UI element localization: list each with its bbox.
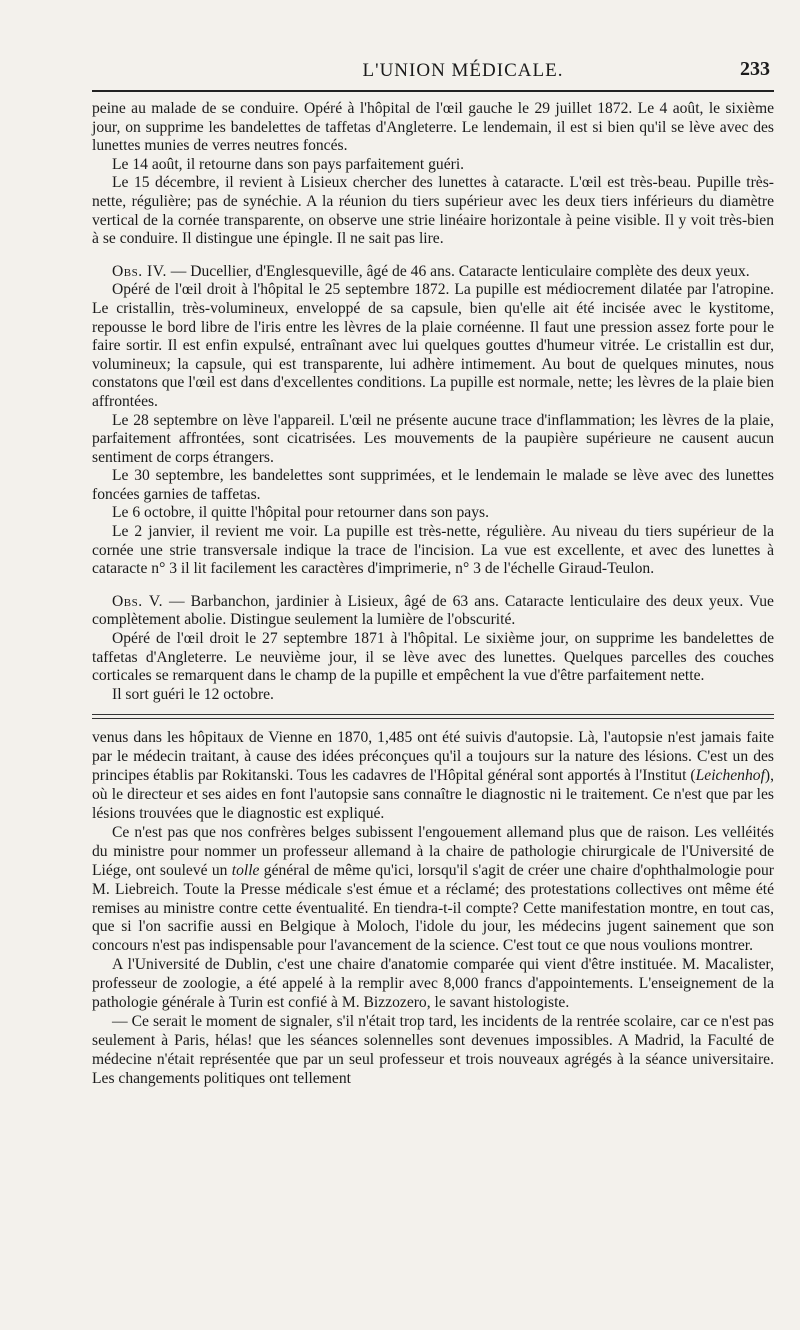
paragraph: Le 6 octobre, il quitte l'hôpital pour retourner dans son pays.	[112, 504, 489, 522]
paragraph: Le 15 décembre, il revient à Lisieux chercher des lunettes à cataracte. L'œil est très-beau. Pupille très-nette, régulière; pas de synéchie. A la réunion du tiers supérieur avec les deux tiers inférieurs du diamètre vertical de la cornée transparente, on observe une strie linéaire horizontale à peine visible. Il y voit très-bien à se conduire. Il distingue une épingle. Il ne sait pas lire.	[92, 174, 774, 248]
paragraph: peine au malade de se conduire. Opéré à l'hôpital de l'œil gauche le 29 juillet 1872. Le 4 août, le sixième jour, on supprime les bandelettes de taffetas d'Angleterre. Le lendemain, il est si bien qu'il se lève avec des lunettes munies de verres neutres foncés.	[92, 100, 774, 155]
paragraph: Opéré de l'œil droit le 27 septembre 1871 à l'hôpital. Le sixième jour, on supprime les bandelettes de taffetas d'Angleterre. Le neuvième jour, il se lève avec des lunettes. Quelques parcelles des couches corticales se remarquent dans le champ de la pupille et empêchent la vue d'être parfaitement nette.	[92, 630, 774, 685]
observation-heading	[92, 263, 774, 282]
header-rule	[92, 90, 774, 92]
paragraph: Le 28 septembre on lève l'appareil. L'œil ne présente aucune trace d'inflammation; les lèvres de la plaie, parfaitement affrontées, sont cicatrisées. Les mouvements de la paupière supérieure ne causent aucun sentiment de corps étrangers.	[92, 411, 774, 466]
page-header	[92, 0, 774, 92]
paragraph: — Ce serait le moment de signaler, s'il n'était trop tard, les incidents de la rentrée scolaire, car ce n'est pas seulement à Paris, hélas! que les séances solennelles sont devenues impossibles. A Madrid, la Faculté de médecine n'était représentée que par un seul professeur et trois nouveaux agrégés à la séance universitaire. Les changements politiques ont tellement	[92, 1013, 774, 1087]
text-run: venus dans les hôpitaux de Vienne en 1870, 1,485 ont été suivis d'autopsie. Là, l'autopsie n'est jamais faite par le médecin traitant, à cause des idées préconçues qu'il a toujours sur la nature des lésions. C'est un des principes établis par Rokitanski. Tous les cadavres de l'Hôpital général sont apportés à l'Institut (	[92, 729, 774, 785]
observation-label: Obs. V.	[112, 592, 163, 610]
running-title: L'UNION MÉDICALE.	[362, 60, 564, 81]
italic-term: Leichenhof	[695, 767, 765, 785]
section-separator	[92, 714, 774, 719]
observation-intro: — Barbanchon, jardinier à Lisieux, âgé de 63 ans. Cataracte lenticulaire des deux yeux. Vue complètement abolie. Distingue seulement la lumière de l'obscurité.	[92, 592, 774, 629]
italic-term: tolle	[231, 861, 260, 879]
text-run: général de même qu'ici, lorsqu'il s'agit de créer une chaire d'ophthalmologie pour M. Liebreich. Toute la Presse médicale s'est émue et a réclamé; des protestations collectives ont même été remises au ministre contre cette éventualité. En tiendra-t-il compte? Cette manifestation montre, en tout cas, que si l'on sacrifie aussi en Belgique à Moloch, l'idole du jour, les médecins jugent sainement que son concours n'est pas indispensable pour l'avancement de la science. C'est tout ce que nous voulions montrer.	[92, 861, 774, 955]
text-run: Ce n'est pas que nos confrères belges subissent l'engouement allemand plus que de raison. Les velléités du ministre pour nommer un professeur allemand à la chaire de pathologie chirurgicale de l'Université de Liége, ont soulevé un	[92, 823, 774, 879]
feuilleton-text	[92, 729, 774, 1088]
observation-intro: — Ducellier, d'Englesqueville, âgé de 46 ans. Cataracte lenticulaire complète des deux yeux.	[166, 262, 750, 280]
paragraph: Le 30 septembre, les bandelettes sont supprimées, et le lendemain le malade se lève avec des lunettes foncées garnies de taffetas.	[92, 467, 774, 503]
page-number: 233	[740, 58, 770, 80]
text-run: ), où le directeur et ses aides en font l'autopsie sans connaître le diagnostic ni le traitement. Ce n'est que par les lésions trouvées que le diagnostic est expliqué.	[92, 767, 774, 823]
paragraph: A l'Université de Dublin, c'est une chaire d'anatomie comparée qui vient d'être instituée. M. Macalister, professeur de zoologie, a été appelé à la remplir avec 8,000 francs d'appointements. L'enseignement de la pathologie générale à Turin est confié à M. Bizzozero, le savant histologiste.	[92, 956, 774, 1012]
paragraph	[92, 729, 774, 824]
paragraph: Opéré de l'œil droit à l'hôpital le 25 septembre 1872. La pupille est médiocrement dilatée par l'atropine. Le cristallin, très-volumineux, enveloppé de sa capsule, bien qu'elle ait été incisée avec le kystitome, repousse le bord libre de l'iris entre les lèvres de la plaie cornéenne. Il faut une pression assez forte pour le faire sortir. Il est enfin expulsé, entraînant avec lui quelques gouttes d'humeur vitrée. Le cristallin est dur, volumineux; la capsule, qui est transparente, lui adhère intimement. Au bout de quelques minutes, nous constatons que l'œil est dans d'excellentes conditions. La pupille est normale, nette; les lèvres de la plaie bien affrontées.	[92, 281, 774, 410]
paragraph: Le 2 janvier, il revient me voir. La pupille est très-nette, régulière. Au niveau du tiers supérieur de la cornée une strie transversale indique la trace de l'incision. La vue est excellente, et avec des lunettes à cataracte n° 3 il lit facilement les caractères d'imprimerie, n° 3 de l'échelle Giraud-Teulon.	[92, 523, 774, 578]
paragraph: Le 14 août, il retourne dans son pays parfaitement guéri.	[112, 155, 465, 173]
paragraph	[92, 824, 774, 956]
observation-label: Obs. IV.	[112, 262, 167, 280]
observation-continuation	[92, 92, 774, 704]
paragraph: Il sort guéri le 12 octobre.	[112, 685, 274, 703]
observation-heading	[92, 593, 774, 630]
